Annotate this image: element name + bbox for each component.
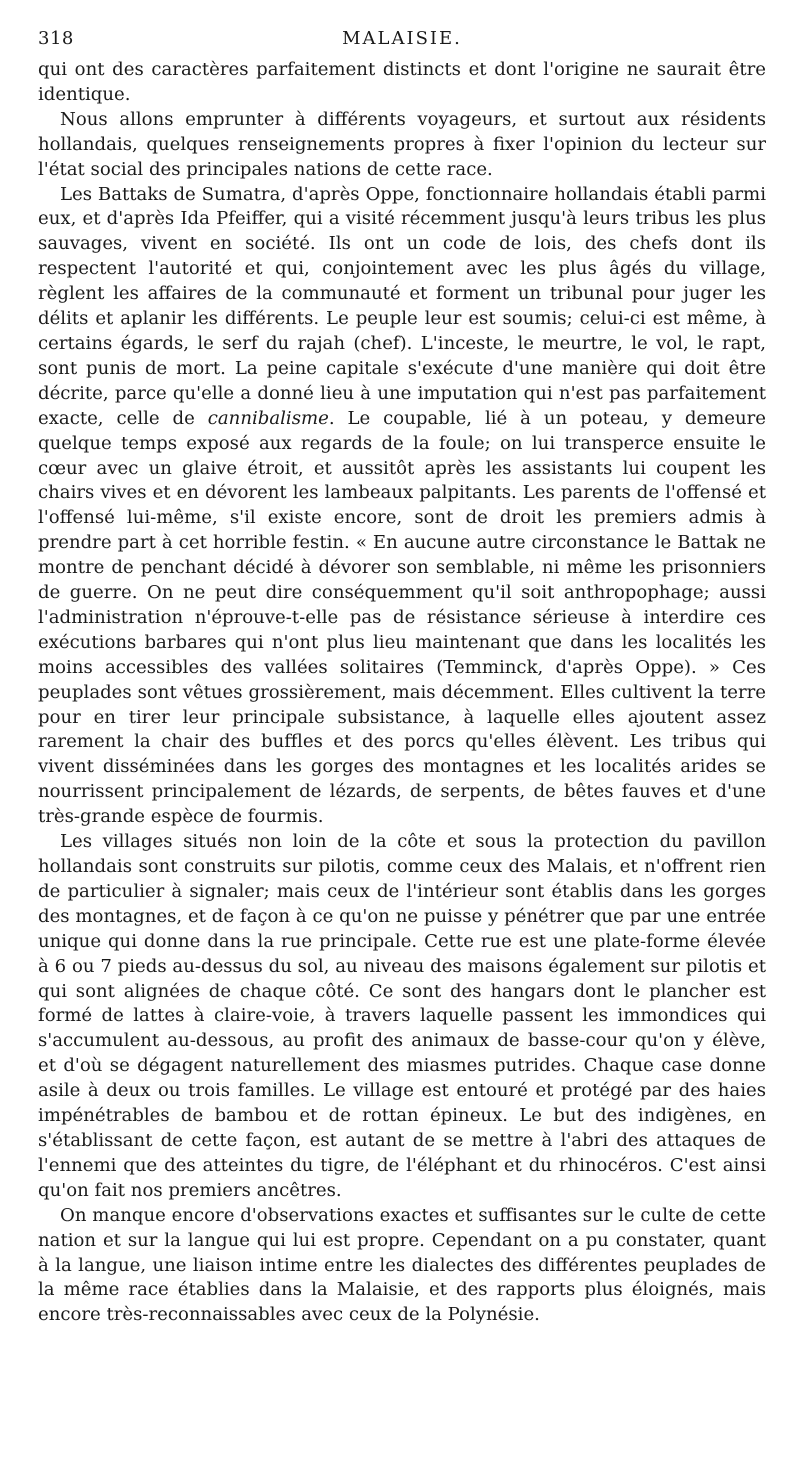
- italic-term-cannibalisme: cannibalisme: [207, 407, 329, 429]
- book-page: [38, 28, 766, 1448]
- running-title: MALAISIE.: [342, 28, 462, 49]
- battaks-text-end: . Le coupable, lié à un poteau, y demeure quelque temps exposé aux regards de la foule; on lui transperce ensuite le cœur avec un glaive étroit, et aussitôt après les assistants lui coupent les chairs vives et en dévorent les lambeaux palpitants. Les parents de l'offensé et l'offensé lui-même, s'il existe encore, sont de droit les premiers admis à prendre part à cet horrible festin. « En aucune autre circonstance le Battak ne montre de penchant décidé à dévorer son semblable, ni même les prisonniers de guerre. On ne peut dire conséquemment qu'il soit anthropophage; aussi l'administration n'éprouve-t-elle pas de résistance sérieuse à interdire ces exécutions barbares qui n'ont plus lieu maintenant que dans les localités les moins accessibles des vallées solitaires (Temminck, d'après Oppe). » Ces peuplades sont vêtues grossièrement, mais décemment. Elles cultivent la terre pour en tirer leur principale subsistance, à laquelle elles ajoutent assez rarement la chair des buffles et des porcs qu'elles élèvent. Les tribus qui vivent disséminées dans les gorges des montagnes et les localités arides se nourrissent principalement de lézards, de serpents, de bêtes fauves et d'une très-grande espèce de fourmis.: [38, 407, 766, 828]
- battaks-text-start: Les Battaks de Sumatra, d'après Oppe, fonctionnaire hollandais établi parmi eux, et d'après Ida Pfeiffer, qui a visité récemment jusqu'à leurs tribus les plus sauvages, vivent en société. Ils ont un code de lois, des chefs dont ils respectent l'autorité et qui, conjointement avec les plus âgés du village, règlent les affaires de la communauté et forment un tribunal pour juger les délits et aplanir les différents. Le peuple leur est soumis; celui-ci est même, à certains égards, le serf du rajah (chef). L'inceste, le meurtre, le vol, le rapt, sont punis de mort. La peine capitale s'exécute d'une manière qui doit être décrite, parce qu'elle a donné lieu à une imputation qui n'est pas parfaitement exacte, celle de: [38, 183, 766, 429]
- paragraph-continuation: qui ont des caractères parfaitement distincts et dont l'origine ne saurait être identique.: [38, 59, 766, 105]
- page-number: 318: [38, 28, 74, 49]
- running-head: [38, 28, 766, 58]
- body-text: [38, 58, 766, 1328]
- paragraph-culture-language: On manque encore d'observations exactes et suffisantes sur le culte de cette nation et sur la langue qui lui est propre. Cependant on a pu constater, quant à la langue, une liaison intime entre les dialectes des différentes peuplades de la même race établies dans la Malaisie, et des rapports plus éloignés, mais encore très-reconnaissables avec ceux de la Polynésie.: [38, 1204, 766, 1326]
- paragraph-battaks: [38, 183, 766, 831]
- paragraph-villages: Les villages situés non loin de la côte et sous la protection du pavillon hollandais sont construits sur pilotis, comme ceux des Malais, et n'offrent rien de particulier à signaler; mais ceux de l'intérieur sont établis dans les gorges des montagnes, et de façon à ce qu'on ne puisse y pénétrer que par une entrée unique qui donne dans la rue principale. Cette rue est une plate-forme élevée à 6 ou 7 pieds au-dessus du sol, au niveau des maisons également sur pilotis et qui sont alignées de chaque côté. Ce sont des hangars dont le plancher est formé de lattes à claire-voie, à travers laquelle passent les immondices qui s'accumulent au-dessous, au profit des animaux de basse-cour qu'on y élève, et d'où se dégagent naturellement des miasmes putrides. Chaque case donne asile à deux ou trois familles. Le village est entouré et protégé par des haies impénétrables de bambou et de rottan épineux. Le but des indigènes, en s'établissant de cette façon, est autant de se mettre à l'abri des attaques de l'ennemi que des atteintes du tigre, de l'éléphant et du rhinocéros. C'est ainsi qu'on fait nos premiers ancêtres.: [38, 831, 766, 1201]
- paragraph-sources: Nous allons emprunter à différents voyageurs, et surtout aux résidents hollandais, quelques renseignements propres à fixer l'opinion du lecteur sur l'état social des principales nations de cette race.: [38, 108, 766, 180]
